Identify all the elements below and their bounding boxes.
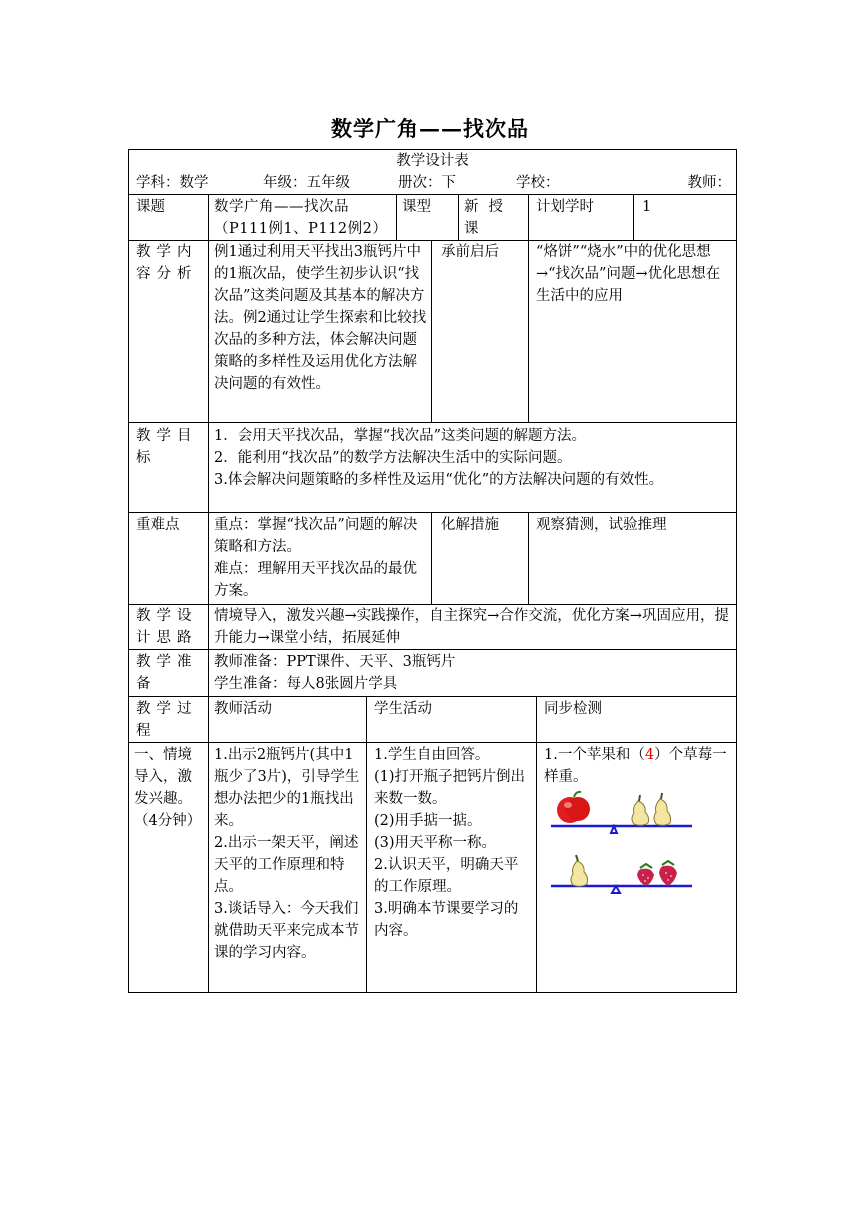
teaching-goals-list	[214, 425, 732, 491]
strawberry-icon	[659, 861, 677, 886]
planned-hours-value: 1	[642, 199, 652, 215]
info-volume: 册次：下	[398, 175, 456, 191]
teaching-goals-label: 教学目标	[136, 428, 198, 466]
process-label: 教学过程	[136, 701, 198, 739]
resolution-label: 化解措施	[441, 517, 499, 533]
goal-item: 2．能利用“找次品”的数学方法解决生活中的实际问题。	[214, 450, 572, 466]
stage-label: 一、情境导入，激发兴趣。（4分钟）	[134, 747, 202, 829]
topic-value: 数学广角——找次品（P111例1、P112例2）	[214, 199, 388, 237]
key-points-label: 重难点	[136, 517, 180, 533]
student-activity: (2)用手掂一掂。	[374, 813, 482, 829]
goal-item: 3.体会解决问题策略的多样性及运用“优化”的方法解决问题的有效性。	[214, 472, 664, 488]
student-activity: (1)打开瓶子把钙片倒出来数一数。	[374, 769, 526, 807]
question-text-after: ）个草莓一样重。	[544, 747, 727, 785]
student-preparation: 学生准备：每人8张圆片学具	[214, 676, 398, 692]
teacher-activities	[214, 744, 362, 964]
table-heading: 教学设计表	[396, 153, 469, 169]
answer-blank: 4	[644, 747, 655, 763]
balance-scale-icon	[551, 826, 692, 833]
sync-check-header: 同步检测	[544, 701, 602, 717]
info-grade: 年级：五年级	[263, 175, 350, 191]
bridge-text: “烙饼”“烧水”中的优化思想→“找次品”问题→优化思想在生活中的应用	[536, 244, 721, 304]
design-idea-label: 教学设计思路	[136, 608, 198, 646]
teacher-activity: 3.谈话导入：今天我们就借助天平来完成本节课的学习内容。	[214, 901, 359, 961]
student-activity-header: 学生活动	[374, 701, 432, 717]
lesson-type-value: 新授课	[464, 199, 513, 237]
design-idea-text: 情境导入，激发兴趣→实践操作，自主探究→合作交流，优化方案→巩固应用，提升能力→课堂小结，拓展延伸	[214, 608, 729, 646]
key-point: 重点：掌握“找次品”问题的解决策略和方法。	[214, 517, 418, 555]
preparation-text	[214, 651, 732, 695]
lesson-type-label: 课型	[402, 199, 431, 215]
student-activity: 2.认识天平，明确天平的工作原理。	[374, 857, 519, 895]
lesson-design-table	[128, 149, 737, 993]
student-activities	[374, 744, 532, 942]
teacher-activity: 2.出示一架天平，阐述天平的工作原理和特点。	[214, 835, 359, 895]
preparation-label: 教学准备	[136, 654, 198, 692]
content-analysis-label: 教学内容分析	[136, 244, 198, 282]
topic-label: 课题	[136, 199, 165, 215]
student-activity: 1.学生自由回答。	[374, 747, 490, 763]
pear-icon	[571, 855, 588, 886]
sync-check-question	[544, 744, 732, 788]
strawberry-icon	[637, 864, 654, 886]
key-points-text	[214, 514, 428, 602]
student-activity: 3.明确本节课要学习的内容。	[374, 901, 519, 939]
planned-hours-label: 计划学时	[536, 199, 594, 215]
info-teacher: 教师：	[687, 175, 731, 191]
page-title: 数学广角——找次品	[331, 116, 529, 141]
difficult-point: 难点：理解用天平找次品的最优方案。	[214, 561, 417, 599]
balance-illustration	[546, 789, 696, 899]
info-subject: 学科：数学	[136, 175, 209, 191]
bridge-label: 承前启后	[441, 244, 499, 260]
info-school: 学校：	[516, 175, 560, 191]
content-analysis-text: 例1通过利用天平找出3瓶钙片中的1瓶次品，使学生初步认识“找次品”这类问题及其基本的解决方法。例2通过让学生探索和比较找次品的多种方法，体会解决问题策略的多样性及运用优化方法解决问题的有效性。	[214, 244, 427, 392]
teacher-activity-header: 教师活动	[214, 701, 272, 717]
teacher-activity: 1.出示2瓶钙片(其中1瓶少了3片)，引导学生想办法把少的1瓶找出来。	[214, 747, 360, 829]
balance-scale-icon	[551, 886, 692, 893]
student-activity: (3)用天平称一称。	[374, 835, 497, 851]
pear-icon	[632, 795, 649, 825]
goal-item: 1．会用天平找次品，掌握“找次品”这类问题的解题方法。	[214, 428, 587, 444]
resolution-text: 观察猜测，试验推理	[536, 517, 667, 533]
apple-icon	[557, 792, 590, 823]
pear-icon	[654, 793, 671, 825]
teacher-preparation: 教师准备：PPT课件、天平、3瓶钙片	[214, 654, 456, 670]
question-text-before: 1.一个苹果和（	[544, 747, 645, 763]
